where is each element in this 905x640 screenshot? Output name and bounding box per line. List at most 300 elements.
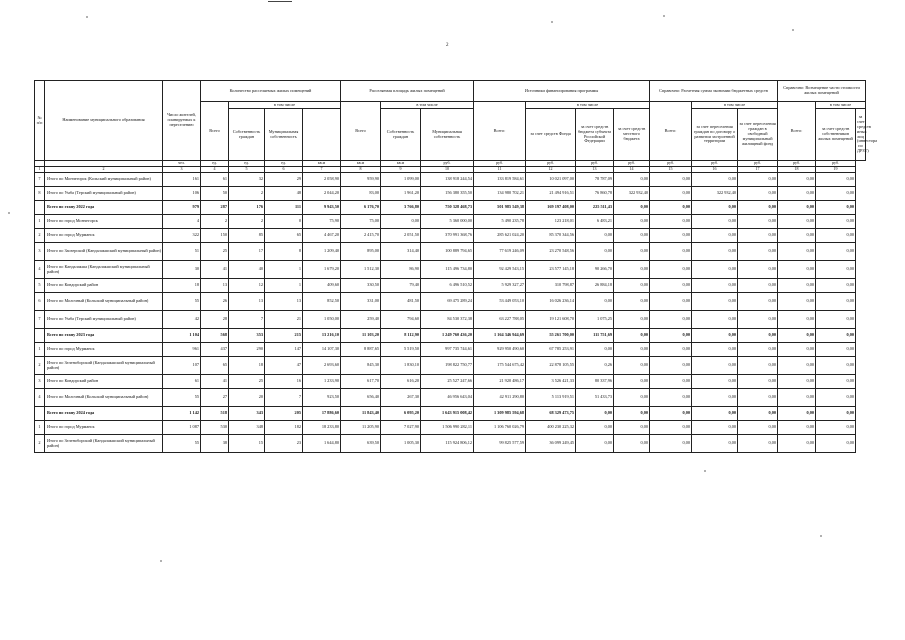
value-cell: 0,00 bbox=[738, 279, 778, 293]
value-cell: 1 249 760 436,20 bbox=[421, 329, 474, 343]
value-cell: 1 005,30 bbox=[381, 435, 421, 453]
value-cell: 0,00 bbox=[614, 173, 650, 187]
value-cell: 8 887,65 bbox=[341, 343, 381, 357]
table-row bbox=[35, 279, 866, 293]
value-cell: 2 415,70 bbox=[341, 229, 381, 243]
value-cell: 1 233,90 bbox=[303, 375, 341, 389]
value-cell: 30 bbox=[163, 261, 201, 279]
column-number: 18 bbox=[778, 167, 816, 173]
value-cell: 310 798,87 bbox=[526, 279, 576, 293]
value-cell: 19 121 608,70 bbox=[526, 311, 576, 329]
column-number: 13 bbox=[576, 167, 614, 173]
unit-cell: ед. bbox=[265, 161, 303, 167]
value-cell: 287 bbox=[201, 201, 229, 215]
value-cell: 0,00 bbox=[576, 229, 614, 243]
municipality-name: Итого по город Мурманск bbox=[45, 229, 163, 243]
value-cell: 14 107,30 bbox=[303, 343, 341, 357]
unit-cell: кв.м bbox=[303, 161, 341, 167]
total-row bbox=[35, 201, 866, 215]
value-cell: 79,40 bbox=[381, 279, 421, 293]
value-cell: 6 095,20 bbox=[381, 407, 421, 421]
value-cell: 0,00 bbox=[778, 187, 816, 201]
value-cell: 0,00 bbox=[692, 261, 738, 279]
unit-cell: руб. bbox=[614, 161, 650, 167]
value-cell: 0,00 bbox=[381, 215, 421, 229]
value-cell: 400 230 225,32 bbox=[526, 421, 576, 435]
row-number: 3 bbox=[35, 243, 45, 261]
value-cell: 16 bbox=[265, 375, 303, 389]
row-number: 2 bbox=[35, 435, 45, 453]
value-cell: 616,20 bbox=[381, 375, 421, 389]
value-cell: 0,00 bbox=[692, 421, 738, 435]
value-cell: 0,00 bbox=[692, 435, 738, 453]
value-cell: 0,00 bbox=[778, 421, 816, 435]
value-cell: 150 bbox=[201, 229, 229, 243]
value-cell: 0,00 bbox=[816, 261, 856, 279]
value-cell: 21 bbox=[265, 311, 303, 329]
value-cell: 198 822 750,77 bbox=[421, 357, 474, 375]
table-row bbox=[35, 375, 866, 389]
unit-cell: ед. bbox=[229, 161, 265, 167]
value-cell: 0,00 bbox=[576, 293, 614, 311]
value-cell: 0,00 bbox=[816, 343, 856, 357]
value-cell: 47 bbox=[265, 357, 303, 375]
column-number: 2 bbox=[45, 167, 163, 173]
value-cell: 0,00 bbox=[650, 243, 692, 261]
value-cell: 12 bbox=[229, 279, 265, 293]
value-cell: 0,00 bbox=[778, 173, 816, 187]
value-cell: 343 bbox=[229, 407, 265, 421]
value-cell: 41 bbox=[201, 375, 229, 389]
value-cell: 80 337,96 bbox=[576, 375, 614, 389]
value-cell: 0,00 bbox=[778, 279, 816, 293]
value-cell: 0,00 bbox=[816, 435, 856, 453]
unit-cell: руб. bbox=[576, 161, 614, 167]
area-incl: в том числе bbox=[381, 102, 474, 109]
value-cell: 0,00 bbox=[576, 343, 614, 357]
value-cell: 27 bbox=[201, 389, 229, 407]
value-cell: 0,00 bbox=[650, 407, 692, 421]
value-cell: 1 bbox=[265, 261, 303, 279]
value-cell: 61 bbox=[163, 375, 201, 389]
table-row bbox=[35, 243, 866, 261]
row-number: 4 bbox=[35, 389, 45, 407]
table-row bbox=[35, 215, 866, 229]
value-cell: 0,00 bbox=[738, 311, 778, 329]
col-rooms-mun: Муниципальная собственность bbox=[265, 109, 303, 161]
table-row bbox=[35, 261, 866, 279]
value-cell: 0,00 bbox=[692, 389, 738, 407]
value-cell: 41 bbox=[201, 261, 229, 279]
value-cell: 21 920 486,17 bbox=[474, 375, 526, 389]
value-cell: 0,00 bbox=[650, 311, 692, 329]
unit-cell: кв.м bbox=[341, 161, 381, 167]
unit-cell: руб. bbox=[421, 161, 474, 167]
value-cell: 0,00 bbox=[692, 329, 738, 343]
value-cell: 1 679,20 bbox=[303, 261, 341, 279]
value-cell: 568 bbox=[201, 329, 229, 343]
row-number: 1 bbox=[35, 215, 45, 229]
value-cell: 0,00 bbox=[576, 421, 614, 435]
row-number: 8 bbox=[35, 187, 45, 201]
group-compensation: Справочно: Возмещение части стоимости жилых помещений bbox=[778, 81, 866, 102]
value-cell: 267,30 bbox=[381, 389, 421, 407]
value-cell: 84 530 372,38 bbox=[421, 311, 474, 329]
scan-speck bbox=[551, 21, 553, 23]
value-cell: 0,00 bbox=[816, 279, 856, 293]
value-cell: 21 494 916,51 bbox=[526, 187, 576, 201]
col-ref2b: за счет средств иных лиц (инвестора по ДРЗТ) bbox=[856, 109, 866, 161]
value-cell: 75,00 bbox=[341, 215, 381, 229]
table-row bbox=[35, 229, 866, 243]
value-cell: 13 216,10 bbox=[303, 329, 341, 343]
value-cell: 0,00 bbox=[778, 201, 816, 215]
value-cell: 0,00 bbox=[692, 279, 738, 293]
value-cell: 0,00 bbox=[778, 215, 816, 229]
value-cell: 0,00 bbox=[816, 375, 856, 389]
resettlement-table bbox=[34, 80, 878, 453]
unit-cell: руб. bbox=[738, 161, 778, 167]
value-cell: 0,00 bbox=[650, 435, 692, 453]
value-cell: 78 787,09 bbox=[576, 173, 614, 187]
unit-cell: руб. bbox=[778, 161, 816, 167]
row-number: 1 bbox=[35, 421, 45, 435]
table-row bbox=[35, 343, 866, 357]
value-cell: 0,00 bbox=[692, 173, 738, 187]
value-cell: 51 bbox=[163, 243, 201, 261]
column-number: 9 bbox=[381, 167, 421, 173]
value-cell: 50 bbox=[201, 187, 229, 201]
value-cell: 0,00 bbox=[738, 173, 778, 187]
value-cell: 55 bbox=[163, 435, 201, 453]
scan-speck bbox=[160, 560, 162, 562]
value-cell: 0,00 bbox=[778, 261, 816, 279]
scan-speck bbox=[86, 16, 88, 18]
value-cell: 1 106 760 026,79 bbox=[474, 421, 526, 435]
value-cell: 2 044,20 bbox=[303, 187, 341, 201]
municipality-name: Итого по Ковдорский район bbox=[45, 279, 163, 293]
value-cell: 0,00 bbox=[614, 375, 650, 389]
value-cell: 0,00 bbox=[738, 329, 778, 343]
sav-incl: в том числе bbox=[692, 102, 778, 109]
value-cell: 16 026 236,14 bbox=[526, 293, 576, 311]
value-cell: 134 980 702,21 bbox=[474, 187, 526, 201]
value-cell: 409,60 bbox=[303, 279, 341, 293]
value-cell: 169 197 408,00 bbox=[526, 201, 576, 215]
value-cell: 0,00 bbox=[778, 329, 816, 343]
municipality-name: Итого по Зеленоборский (Кандалакшский муниципальный район) bbox=[45, 435, 163, 453]
value-cell: 18 bbox=[163, 279, 201, 293]
value-cell: 2 058,90 bbox=[303, 173, 341, 187]
table-row bbox=[35, 187, 866, 201]
column-number: 6 bbox=[265, 167, 303, 173]
value-cell: 2 bbox=[229, 187, 265, 201]
value-cell: 8 bbox=[265, 243, 303, 261]
value-cell: 0,00 bbox=[738, 215, 778, 229]
value-cell: 959,90 bbox=[341, 173, 381, 187]
row-number: 2 bbox=[35, 357, 45, 375]
value-cell: 67 785 253,91 bbox=[526, 343, 576, 357]
value-cell: 0,00 bbox=[778, 375, 816, 389]
unit-cell: руб. bbox=[692, 161, 738, 167]
value-cell: 18 bbox=[229, 357, 265, 375]
col-ref1b: за счет переселения граждан в свободный муниципальный жилищный фонд bbox=[738, 109, 778, 161]
value-cell: 0,00 bbox=[738, 343, 778, 357]
value-cell: 1 050,00 bbox=[303, 311, 341, 329]
value-cell: 111 bbox=[265, 201, 303, 215]
value-cell: 68 329 473,75 bbox=[526, 407, 576, 421]
value-cell: 77 619 246,09 bbox=[474, 243, 526, 261]
value-cell: 3 766,80 bbox=[381, 201, 421, 215]
value-cell: 55 bbox=[163, 293, 201, 311]
value-cell: 215 bbox=[265, 329, 303, 343]
value-cell: 1 164 346 944,69 bbox=[474, 329, 526, 343]
value-cell: 2 051,50 bbox=[381, 229, 421, 243]
value-cell: 23 577 145,18 bbox=[526, 261, 576, 279]
value-cell: 1 309 985 594,68 bbox=[474, 407, 526, 421]
value-cell: 0,00 bbox=[816, 201, 856, 215]
value-cell: 1 142 bbox=[163, 407, 201, 421]
value-cell: 83,00 bbox=[341, 187, 381, 201]
value-cell: 53 449 053,10 bbox=[474, 293, 526, 311]
value-cell: 13 bbox=[201, 279, 229, 293]
value-cell: 0,00 bbox=[692, 375, 738, 389]
value-cell: 0,00 bbox=[650, 293, 692, 311]
value-cell: 0,00 bbox=[614, 201, 650, 215]
scan-speck bbox=[820, 535, 822, 537]
value-cell: 11 205,90 bbox=[341, 421, 381, 435]
value-cell: 161 bbox=[163, 173, 201, 187]
value-cell: 85 bbox=[229, 229, 265, 243]
unit-cell: руб. bbox=[650, 161, 692, 167]
row-number: 7 bbox=[35, 173, 45, 187]
value-cell: 22 878 105,55 bbox=[526, 357, 576, 375]
value-cell: 0,00 bbox=[816, 293, 856, 311]
value-cell: 7 027,90 bbox=[381, 421, 421, 435]
row-number bbox=[35, 201, 45, 215]
municipality-name: Итого по город Мурманск bbox=[45, 421, 163, 435]
value-cell: 1 075,25 bbox=[576, 311, 614, 329]
value-cell: 15 bbox=[229, 435, 265, 453]
value-cell: 0,00 bbox=[614, 311, 650, 329]
value-cell: 5 360 000,00 bbox=[421, 215, 474, 229]
value-cell: 5 490 235,78 bbox=[474, 215, 526, 229]
page-number: 2 bbox=[446, 43, 449, 48]
unit-cell: руб. bbox=[816, 161, 856, 167]
value-cell: 0,00 bbox=[614, 357, 650, 375]
column-number: 17 bbox=[738, 167, 778, 173]
value-cell: 845,30 bbox=[341, 357, 381, 375]
row-number bbox=[35, 407, 45, 421]
col-ref2a: за счет средств собственников жилых помещений bbox=[816, 109, 856, 161]
value-cell: 0,00 bbox=[692, 201, 738, 215]
value-cell: 0,00 bbox=[778, 229, 816, 243]
value-cell: 69 475 289,24 bbox=[421, 293, 474, 311]
value-cell: 86,90 bbox=[381, 261, 421, 279]
value-cell: 0,00 bbox=[692, 343, 738, 357]
value-cell: 4 bbox=[163, 215, 201, 229]
value-cell: 92 429 543,15 bbox=[474, 261, 526, 279]
value-cell: 107 bbox=[163, 357, 201, 375]
row-number: 6 bbox=[35, 293, 45, 311]
value-cell: 0,00 bbox=[816, 229, 856, 243]
value-cell: 13 bbox=[265, 293, 303, 311]
table-body bbox=[35, 173, 866, 453]
municipality-name: Всего по этапу 2024 года bbox=[45, 407, 163, 421]
row-number: 5 bbox=[35, 279, 45, 293]
value-cell: 0,00 bbox=[614, 343, 650, 357]
municipality-name: Всего по этапу 2023 года bbox=[45, 329, 163, 343]
value-cell: 0,00 bbox=[650, 343, 692, 357]
col-rooms-own: Собственность граждан bbox=[229, 109, 265, 161]
value-cell: 923,50 bbox=[303, 389, 341, 407]
value-cell: 0,00 bbox=[738, 261, 778, 279]
value-cell: 23 270 548,56 bbox=[526, 243, 576, 261]
value-cell: 20 bbox=[229, 389, 265, 407]
value-cell: 9 943,50 bbox=[303, 201, 341, 215]
value-cell: 100 889 794,65 bbox=[421, 243, 474, 261]
value-cell: 437 bbox=[201, 343, 229, 357]
value-cell: 0,00 bbox=[738, 435, 778, 453]
value-cell: 23 bbox=[265, 435, 303, 453]
value-cell: 13 bbox=[229, 293, 265, 311]
group-area: Расселяемая площадь жилых помещений bbox=[341, 81, 474, 102]
value-cell: 7 bbox=[265, 389, 303, 407]
value-cell: 617,70 bbox=[341, 375, 381, 389]
row-number: 7 bbox=[35, 311, 45, 329]
value-cell: 0,00 bbox=[614, 389, 650, 407]
municipality-name: Итого по Кандалакша (Кандалакшский муниципальный район) bbox=[45, 261, 163, 279]
value-cell: 929 950 490,60 bbox=[474, 343, 526, 357]
unit-cell: кв.м bbox=[381, 161, 421, 167]
municipality-name: Итого по Мончегорск (Кольский муниципальный район) bbox=[45, 173, 163, 187]
value-cell: 0,00 bbox=[692, 243, 738, 261]
column-number: 15 bbox=[650, 167, 692, 173]
value-cell: 1 512,30 bbox=[341, 261, 381, 279]
value-cell: 225 511,43 bbox=[576, 201, 614, 215]
value-cell: 0,00 bbox=[650, 261, 692, 279]
column-number: 5 bbox=[229, 167, 265, 173]
col-no: № п/п bbox=[35, 81, 45, 161]
value-cell: 1 830,10 bbox=[381, 357, 421, 375]
value-cell: 11 843,40 bbox=[341, 407, 381, 421]
value-cell: 0,00 bbox=[738, 293, 778, 311]
col-area-mun: Муниципальная собственность bbox=[421, 109, 474, 161]
value-cell: 2 bbox=[229, 215, 265, 229]
value-cell: 794,60 bbox=[381, 311, 421, 329]
value-cell: 42 911 290,80 bbox=[474, 389, 526, 407]
value-cell: 0,00 bbox=[816, 187, 856, 201]
value-cell: 518 bbox=[201, 407, 229, 421]
table-row bbox=[35, 435, 866, 453]
municipality-name: Итого по Зеленоборский (Кандалакшский муниципальный район) bbox=[45, 357, 163, 375]
value-cell: 1 087 bbox=[163, 421, 201, 435]
table-row bbox=[35, 421, 866, 435]
value-cell: 0,00 bbox=[614, 261, 650, 279]
value-cell: 0,00 bbox=[692, 311, 738, 329]
value-cell: 0,00 bbox=[614, 329, 650, 343]
value-cell: 997 735 744,61 bbox=[421, 343, 474, 357]
value-cell: 115 496 734,80 bbox=[421, 261, 474, 279]
row-number: 1 bbox=[35, 343, 45, 357]
group-rooms: Количество расселяемых жилых помещений bbox=[201, 81, 341, 102]
value-cell: 0,00 bbox=[650, 389, 692, 407]
column-number: 4 bbox=[201, 167, 229, 173]
value-cell: 0,00 bbox=[650, 421, 692, 435]
value-cell: 0,00 bbox=[614, 229, 650, 243]
top-rule bbox=[268, 1, 292, 2]
value-cell: 0,00 bbox=[816, 357, 856, 375]
value-cell: 51 433,73 bbox=[576, 389, 614, 407]
value-cell: 36 099 249,45 bbox=[526, 435, 576, 453]
col-local: за счет средств местного бюджета bbox=[614, 109, 650, 161]
value-cell: 0,00 bbox=[650, 187, 692, 201]
value-cell: 0,00 bbox=[650, 201, 692, 215]
value-cell: 85 370 344,56 bbox=[526, 229, 576, 243]
value-cell: 106 bbox=[163, 187, 201, 201]
value-cell: 0,00 bbox=[576, 435, 614, 453]
group-financing: Источники финансирования программы bbox=[474, 81, 650, 102]
value-cell: 0,00 bbox=[738, 201, 778, 215]
value-cell: 750 328 468,73 bbox=[421, 201, 474, 215]
scan-speck bbox=[704, 470, 706, 472]
col-area-own: Собственность граждан bbox=[381, 109, 421, 161]
value-cell: 63 227 788,05 bbox=[474, 311, 526, 329]
value-cell: 481,50 bbox=[381, 293, 421, 311]
value-cell: 18 233,80 bbox=[303, 421, 341, 435]
value-cell: 175 544 675,42 bbox=[474, 357, 526, 375]
value-cell: 2 bbox=[201, 215, 229, 229]
col-area-total: Всего bbox=[341, 102, 381, 161]
fin-incl: в том числе bbox=[526, 102, 650, 109]
column-number: 10 bbox=[421, 167, 474, 173]
col-ref1a: за счет переселения граждан по договору о развитии застроенной территории bbox=[692, 109, 738, 161]
value-cell: 38 bbox=[201, 435, 229, 453]
row-number: 4 bbox=[35, 261, 45, 279]
value-cell: 501 985 549,38 bbox=[474, 201, 526, 215]
value-cell: 11 103,20 bbox=[341, 329, 381, 343]
value-cell: 314,40 bbox=[381, 243, 421, 261]
table-row bbox=[35, 293, 866, 311]
value-cell: 25 bbox=[229, 375, 265, 389]
value-cell: 370 991 368,76 bbox=[421, 229, 474, 243]
value-cell: 530 bbox=[201, 421, 229, 435]
value-cell: 0,00 bbox=[614, 279, 650, 293]
group-savings: Справочно: Расчетная сумма экономии бюджетных средств bbox=[650, 81, 778, 102]
value-cell: 61 bbox=[201, 173, 229, 187]
value-cell: 1 644,80 bbox=[303, 435, 341, 453]
value-cell: 5 113 919,51 bbox=[526, 389, 576, 407]
value-cell: 0,00 bbox=[738, 375, 778, 389]
value-cell: 55 261 700,00 bbox=[526, 329, 576, 343]
municipality-name: Итого по Умба (Терский муниципальный район) bbox=[45, 187, 163, 201]
value-cell: 639,50 bbox=[341, 435, 381, 453]
value-cell: 176 bbox=[229, 201, 265, 215]
value-cell: 99 825 577,59 bbox=[474, 435, 526, 453]
value-cell: 156 380 355,50 bbox=[421, 187, 474, 201]
value-cell: 5 519,50 bbox=[381, 343, 421, 357]
value-cell: 111 751,69 bbox=[576, 329, 614, 343]
value-cell: 65 bbox=[265, 229, 303, 243]
unit-cell: чел. bbox=[163, 161, 201, 167]
table-row bbox=[35, 311, 866, 329]
value-cell: 0,00 bbox=[614, 407, 650, 421]
municipality-name: Итого по Умба (Терский муниципальный район) bbox=[45, 311, 163, 329]
column-number: 14 bbox=[614, 167, 650, 173]
value-cell: 0,00 bbox=[614, 215, 650, 229]
scan-speck bbox=[663, 15, 665, 17]
value-cell: 259,40 bbox=[341, 311, 381, 329]
